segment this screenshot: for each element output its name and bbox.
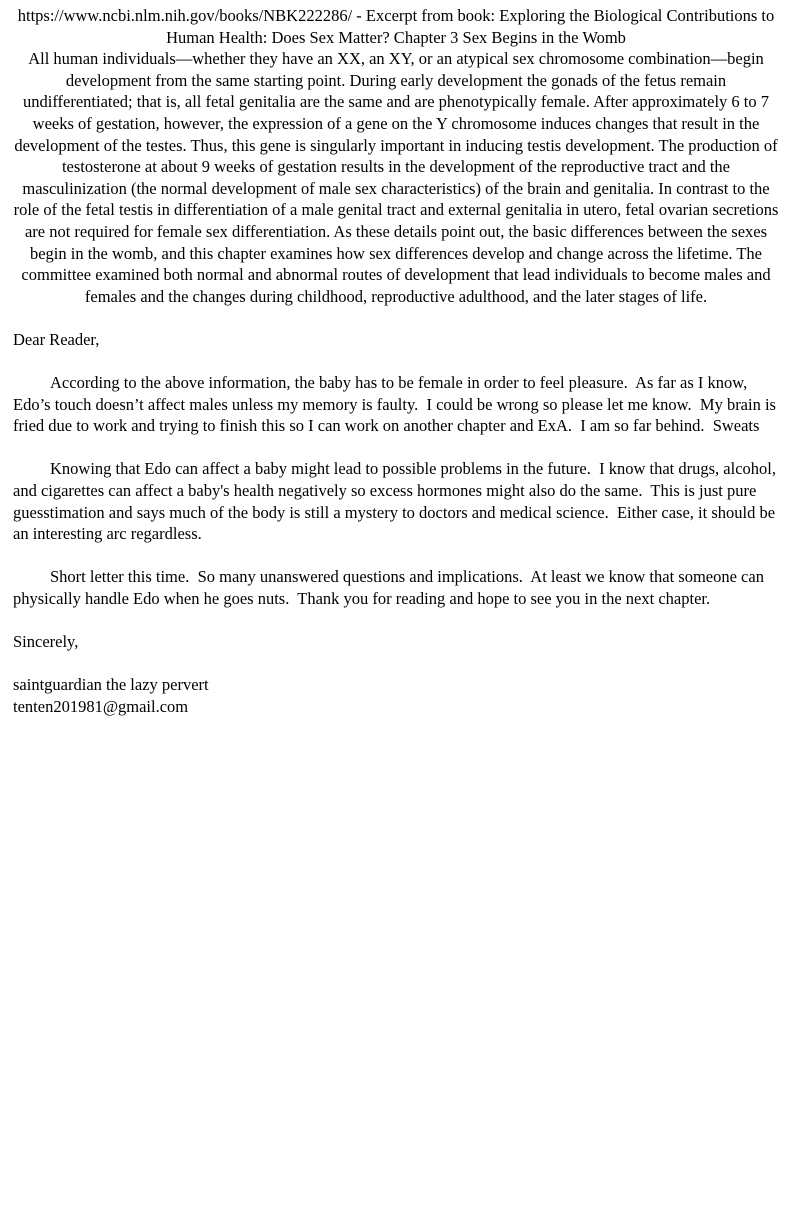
letter-paragraph-2: Knowing that Edo can affect a baby might lead to possible problems in the future. I know that drugs, alcohol, and cigarettes can affect a baby's health negatively so excess hormones might also do the same. This is just pure guesstimation and says much of the body is still a mystery to doctors and medical science. Either case, it should be an interesting arc regardless. — [13, 459, 776, 544]
signature-name: saintguardian the lazy pervert — [13, 675, 209, 695]
source-header-line: https://www.ncbi.nlm.nih.gov/books/NBK222286/ - Excerpt from book: Exploring the Biological Contributions to Human Health: Does Sex Matter? Chapter 3 Sex Begins in the Womb — [17, 6, 775, 47]
excerpt-paragraph: All human individuals—whether they have an XX, an XY, or an atypical sex chromosome combination—begin development from the same starting point. During early development the gonads of the fetus remain undifferentiated; that is, all fetal genitalia are the same and are phenotypically female. After approximately 6 to 7 weeks of gestation, however, the expression of a gene on the Y chromosome induces changes that result in the development of the testes. Thus, this gene is singularly important in inducing testis development. The production of testosterone at about 9 weeks of gestation results in the development of the reproductive tract and the masculinization (the normal development of male sex characteristics) of the brain and genitalia. In contrast to the role of the fetal testis in differentiation of a male genital tract and external genitalia in utero, fetal ovarian secretions are not required for female sex differentiation. As these details point out, the basic differences between the sexes begin in the womb, and this chapter examines how sex differences develop and change across the lifetime. The committee examined both normal and abnormal routes of development that lead individuals to become males and females and the changes during childhood, reproductive adulthood, and the later stages of life. — [13, 49, 779, 306]
salutation: Dear Reader, — [13, 329, 100, 349]
closing: Sincerely, — [13, 632, 79, 652]
signature-email: tenten201981@gmail.com — [13, 697, 189, 716]
signature-block — [13, 674, 779, 717]
letter-paragraph-1: According to the above information, the baby has to be female in order to feel pleasure. As far as I know, Edo’s touch doesn’t affect males unless my memory is faulty. I could be wrong so please let me know. My brain is fried due to work and trying to finish this so I can work on another chapter and ExA. I am so far behind. Sweats — [13, 373, 776, 436]
letter-paragraph-3: Short letter this time. So many unanswered questions and implications. At least we know that someone can physically handle Edo when he goes nuts. Thank you for reading and hope to see you in the next chapter. — [13, 567, 764, 609]
